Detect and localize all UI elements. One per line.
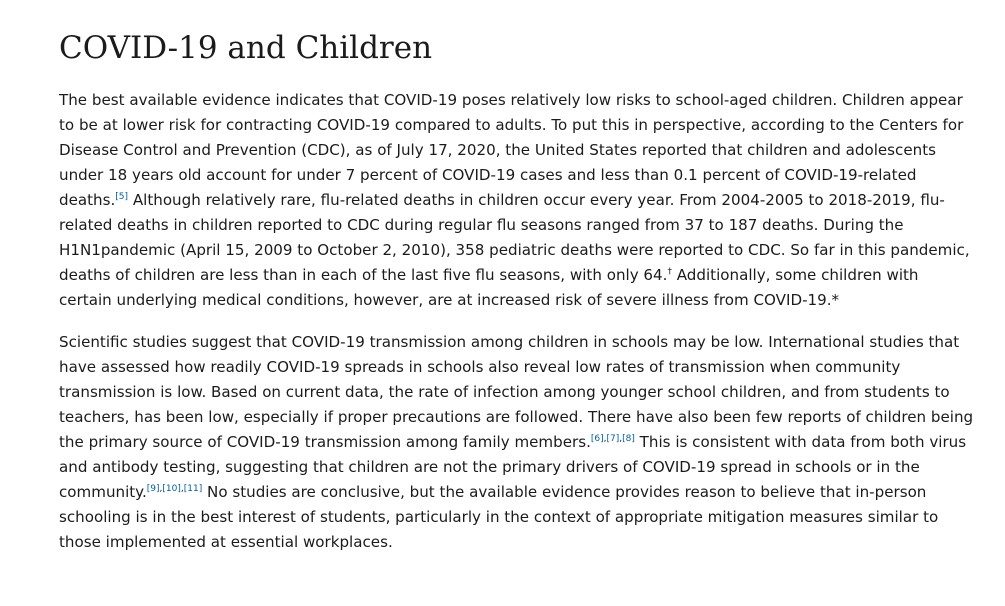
paragraph-text: Although relatively rare, flu-related deaths in children occur every year. From 2004-2005 to 2018-2019, flu-related deaths in children reported to CDC during regular flu seasons ranged from 37 to 187 deaths. During the H1N1pandemic (April 15, 2009 to October 2, 2010), 358 pediatric deaths were reported to CDC. So far in this pandemic, deaths of children are less than in each of the last five flu seasons, with only 64.	[59, 191, 970, 284]
footnote-ref-group: [9],[10],[11]	[146, 484, 203, 494]
footnote-link-11[interactable]: [11]	[183, 484, 203, 494]
footnote-link-10[interactable]: [10]	[162, 484, 181, 494]
footnote-link-8[interactable]: [8]	[622, 434, 635, 444]
footnote-ref-group: [6],[7],[8]	[590, 434, 635, 444]
paragraph-text: Additionally, some children with certain underlying medical conditions, however, are at increased risk of severe illness from COVID-19.*	[59, 266, 919, 309]
paragraph-text: The best available evidence indicates that COVID-19 poses relatively low risks to school-aged children. Children appear to be at lower risk for contracting COVID-19 compared to adults. To put this in perspective, according to the Centers for Disease Control and Prevention (CDC), as of July 17, 2020, the United States reported that children and adolescents under 18 years old account for under 7 percent of COVID-19 cases and less than 0.1 percent of COVID-19-related deaths.	[59, 91, 964, 209]
footnote-link-5[interactable]: [5]	[115, 192, 129, 202]
paragraph-covid-risk	[59, 88, 974, 313]
footnote-link-7[interactable]: [7]	[606, 434, 620, 444]
dagger-mark: †	[667, 267, 672, 277]
footnote-link-9[interactable]: [9]	[146, 484, 160, 494]
paragraph-transmission	[59, 330, 974, 555]
paragraph-text: No studies are conclusive, but the available evidence provides reason to believe that in-person schooling is in the best interest of students, particularly in the context of appropriate mitigation measures similar to those implemented at essential workplaces.	[59, 483, 939, 551]
footnote-link-6[interactable]: [6]	[590, 434, 604, 444]
page-title: COVID-19 and Children	[59, 30, 433, 66]
paragraph-text: Scientific studies suggest that COVID-19 transmission among children in schools may be low. International studies that have assessed how readily COVID-19 spreads in schools also reveal low rates of transmission when community transmission is low. Based on current data, the rate of infection among younger school children, and from students to teachers, has been low, especially if proper precautions are followed. There have also been few reports of children being the primary source of COVID-19 transmission among family members.	[59, 333, 974, 451]
footnote-ref[interactable]	[115, 192, 128, 202]
paragraph-text: This is consistent with data from both virus and antibody testing, suggesting that children are not the primary drivers of COVID-19 spread in schools or in the community.	[59, 433, 967, 501]
